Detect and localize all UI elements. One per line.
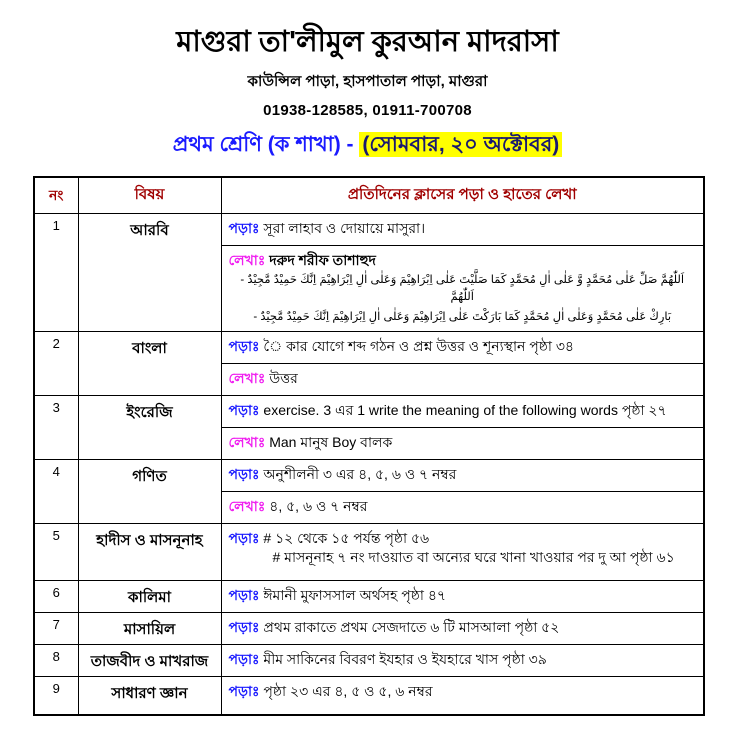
pora-text: পৃষ্ঠা ২৩ এর ৪, ৫ ও ৫, ৬ নম্বর — [263, 682, 433, 699]
col-header-subject: বিষয় — [78, 177, 221, 214]
pora-line-2: # মাসনূনাহ ৭ নং দাওয়াত বা অন্যের ঘরে খানা খাওয়ার পর দু আ পৃষ্ঠা ৬১ — [272, 548, 675, 565]
pora-text: মীম সাকিনের বিবরণ ইযহার ও ইযহারে খাস পৃষ্ঠা ৩৯ — [263, 650, 547, 667]
lekha-cell — [221, 246, 704, 332]
pora-text: ঈমানী মুফাসসাল অর্থসহ পৃষ্ঠা ৪৭ — [263, 586, 447, 603]
row-number: 4 — [34, 459, 78, 523]
lekha-text: Man মানুষ Boy বালক — [269, 433, 393, 450]
pora-cell — [221, 612, 704, 644]
pora-line-1 — [229, 529, 697, 548]
day-date-highlight: (সোমবার, ২০ অক্টোবর) — [359, 132, 562, 157]
pora-cell — [221, 580, 704, 612]
lesson-table — [33, 176, 705, 716]
pora-text: # ১২ থেকে ১৫ পর্যন্ত পৃষ্ঠা ৫৬ — [263, 529, 430, 546]
phone-numbers: 01938-128585, 01911-700708 — [263, 102, 472, 120]
subject-cell: মাসায়িল — [78, 612, 221, 644]
pora-label: পড়াঃ — [228, 682, 260, 699]
pora-text: exercise. 3 এর 1 write the meaning of the following words পৃষ্ঠা ২৭ — [263, 401, 667, 418]
table-row — [34, 331, 704, 363]
subject-cell: কালিমা — [78, 580, 221, 612]
lekha-text: ৪, ৫, ৬ ও ৭ নম্বর — [269, 497, 368, 514]
lekha-line — [229, 251, 697, 270]
subject-cell: সাধারণ জ্ঞান — [78, 676, 221, 715]
arabic-line-2: بَارِكْ عَلٰى مُحَمَّدٍ وَعَلٰى اٰلِ مُحَمَّدٍ كَمَا بَارَكْتَ عَلٰى اِبْرَاهِيْمَ وَعَلٰى اٰلِ اِبْرَاهِيْمَ اِنَّكَ حَمِيْدٌ مَّجِيْدٌ - — [253, 310, 672, 323]
subject-cell: তাজবীদ ও মাখরাজ — [78, 644, 221, 676]
pora-cell — [221, 676, 704, 715]
row-number: 5 — [34, 523, 78, 580]
pora-cell — [221, 644, 704, 676]
pora-text: ◌ৈ কার যোগে শব্দ গঠন ও প্রশ্ন উত্তর ও শূন্যস্থান পৃষ্ঠা ৩৪ — [263, 337, 575, 354]
pora-label: পড়াঃ — [228, 465, 260, 482]
lekha-label: লেখাঃ — [228, 433, 266, 450]
row-number: 8 — [34, 644, 78, 676]
table-row — [34, 676, 704, 715]
lekha-cell — [221, 491, 704, 523]
pora-label: পড়াঃ — [228, 337, 260, 354]
lekha-text: দরুদ শরীফ তাশাহুদ — [269, 252, 376, 269]
page-title: মাগুরা তা'লীমুল কুরআন মাদরাসা — [176, 26, 559, 58]
pora-text: সূরা লাহাব ও দোয়ায়ে মাসুরা। — [263, 220, 426, 237]
row-number: 3 — [34, 395, 78, 459]
pora-label: পড়াঃ — [228, 618, 260, 635]
lekha-cell — [221, 363, 704, 395]
table-row — [34, 523, 704, 580]
class-section-text: প্রথম শ্রেণি (ক শাখা) - — [172, 133, 360, 157]
subject-cell: হাদীস ও মাসনূনাহ — [78, 523, 221, 580]
pora-label: পড়াঃ — [228, 401, 260, 418]
table-row — [34, 395, 704, 427]
table-row — [34, 612, 704, 644]
pora-cell — [221, 331, 704, 363]
pora-text: অনুশীলনী ৩ এর ৪, ৫, ৬ ও ৭ নম্বর — [263, 465, 457, 482]
col-header-no: নং — [34, 177, 78, 214]
pora-label: পড়াঃ — [228, 650, 260, 667]
subject-cell: গণিত — [78, 459, 221, 523]
row-number: 9 — [34, 676, 78, 715]
row-number: 2 — [34, 331, 78, 395]
table-row — [34, 459, 704, 491]
subject-cell: বাংলা — [78, 331, 221, 395]
subject-cell: ইংরেজি — [78, 395, 221, 459]
pora-cell — [221, 395, 704, 427]
pora-cell — [221, 214, 704, 246]
pora-label: পড়াঃ — [228, 529, 260, 546]
pora-label: পড়াঃ — [228, 220, 260, 237]
lekha-label: লেখাঃ — [228, 497, 266, 514]
pora-cell — [221, 523, 704, 580]
table-header-row — [34, 177, 704, 214]
pora-cell — [221, 459, 704, 491]
table-row — [34, 214, 704, 246]
arabic-line-1: اَللّٰهُمَّ صَلِّ عَلٰى مُحَمَّدٍ وَّ عَلٰى اٰلِ مُحَمَّدٍ كَمَا صَلَّيْتَ عَلٰى اِبْرَاهِيْمَ وَعَلٰى اٰلِ اِبْرَاهِيْمَ اِنَّكَ حَمِيْدٌ مَّجِيْدٌ - اَللّٰهُمَّ — [240, 274, 685, 304]
lekha-label: লেখাঃ — [228, 369, 266, 386]
col-header-content: প্রতিদিনের ক্লাসের পড়া ও হাতের লেখা — [221, 177, 704, 214]
table-row — [34, 644, 704, 676]
row-number: 1 — [34, 214, 78, 332]
row-number: 6 — [34, 580, 78, 612]
pora-text: প্রথম রাকাতে প্রথম সেজদাতে ৬ টি মাসআলা পৃষ্ঠা ৫২ — [263, 618, 560, 635]
address-line: কাউন্সিল পাড়া, হাসপাতাল পাড়া, মাগুরা — [247, 73, 488, 91]
class-day-line — [0, 128, 735, 163]
row-number: 7 — [34, 612, 78, 644]
pora-label: পড়াঃ — [228, 586, 260, 603]
subject-cell: আরবি — [78, 214, 221, 332]
lekha-text: উত্তর — [269, 369, 298, 386]
table-row — [34, 580, 704, 612]
lekha-label: লেখাঃ — [228, 252, 266, 269]
lekha-cell — [221, 427, 704, 459]
